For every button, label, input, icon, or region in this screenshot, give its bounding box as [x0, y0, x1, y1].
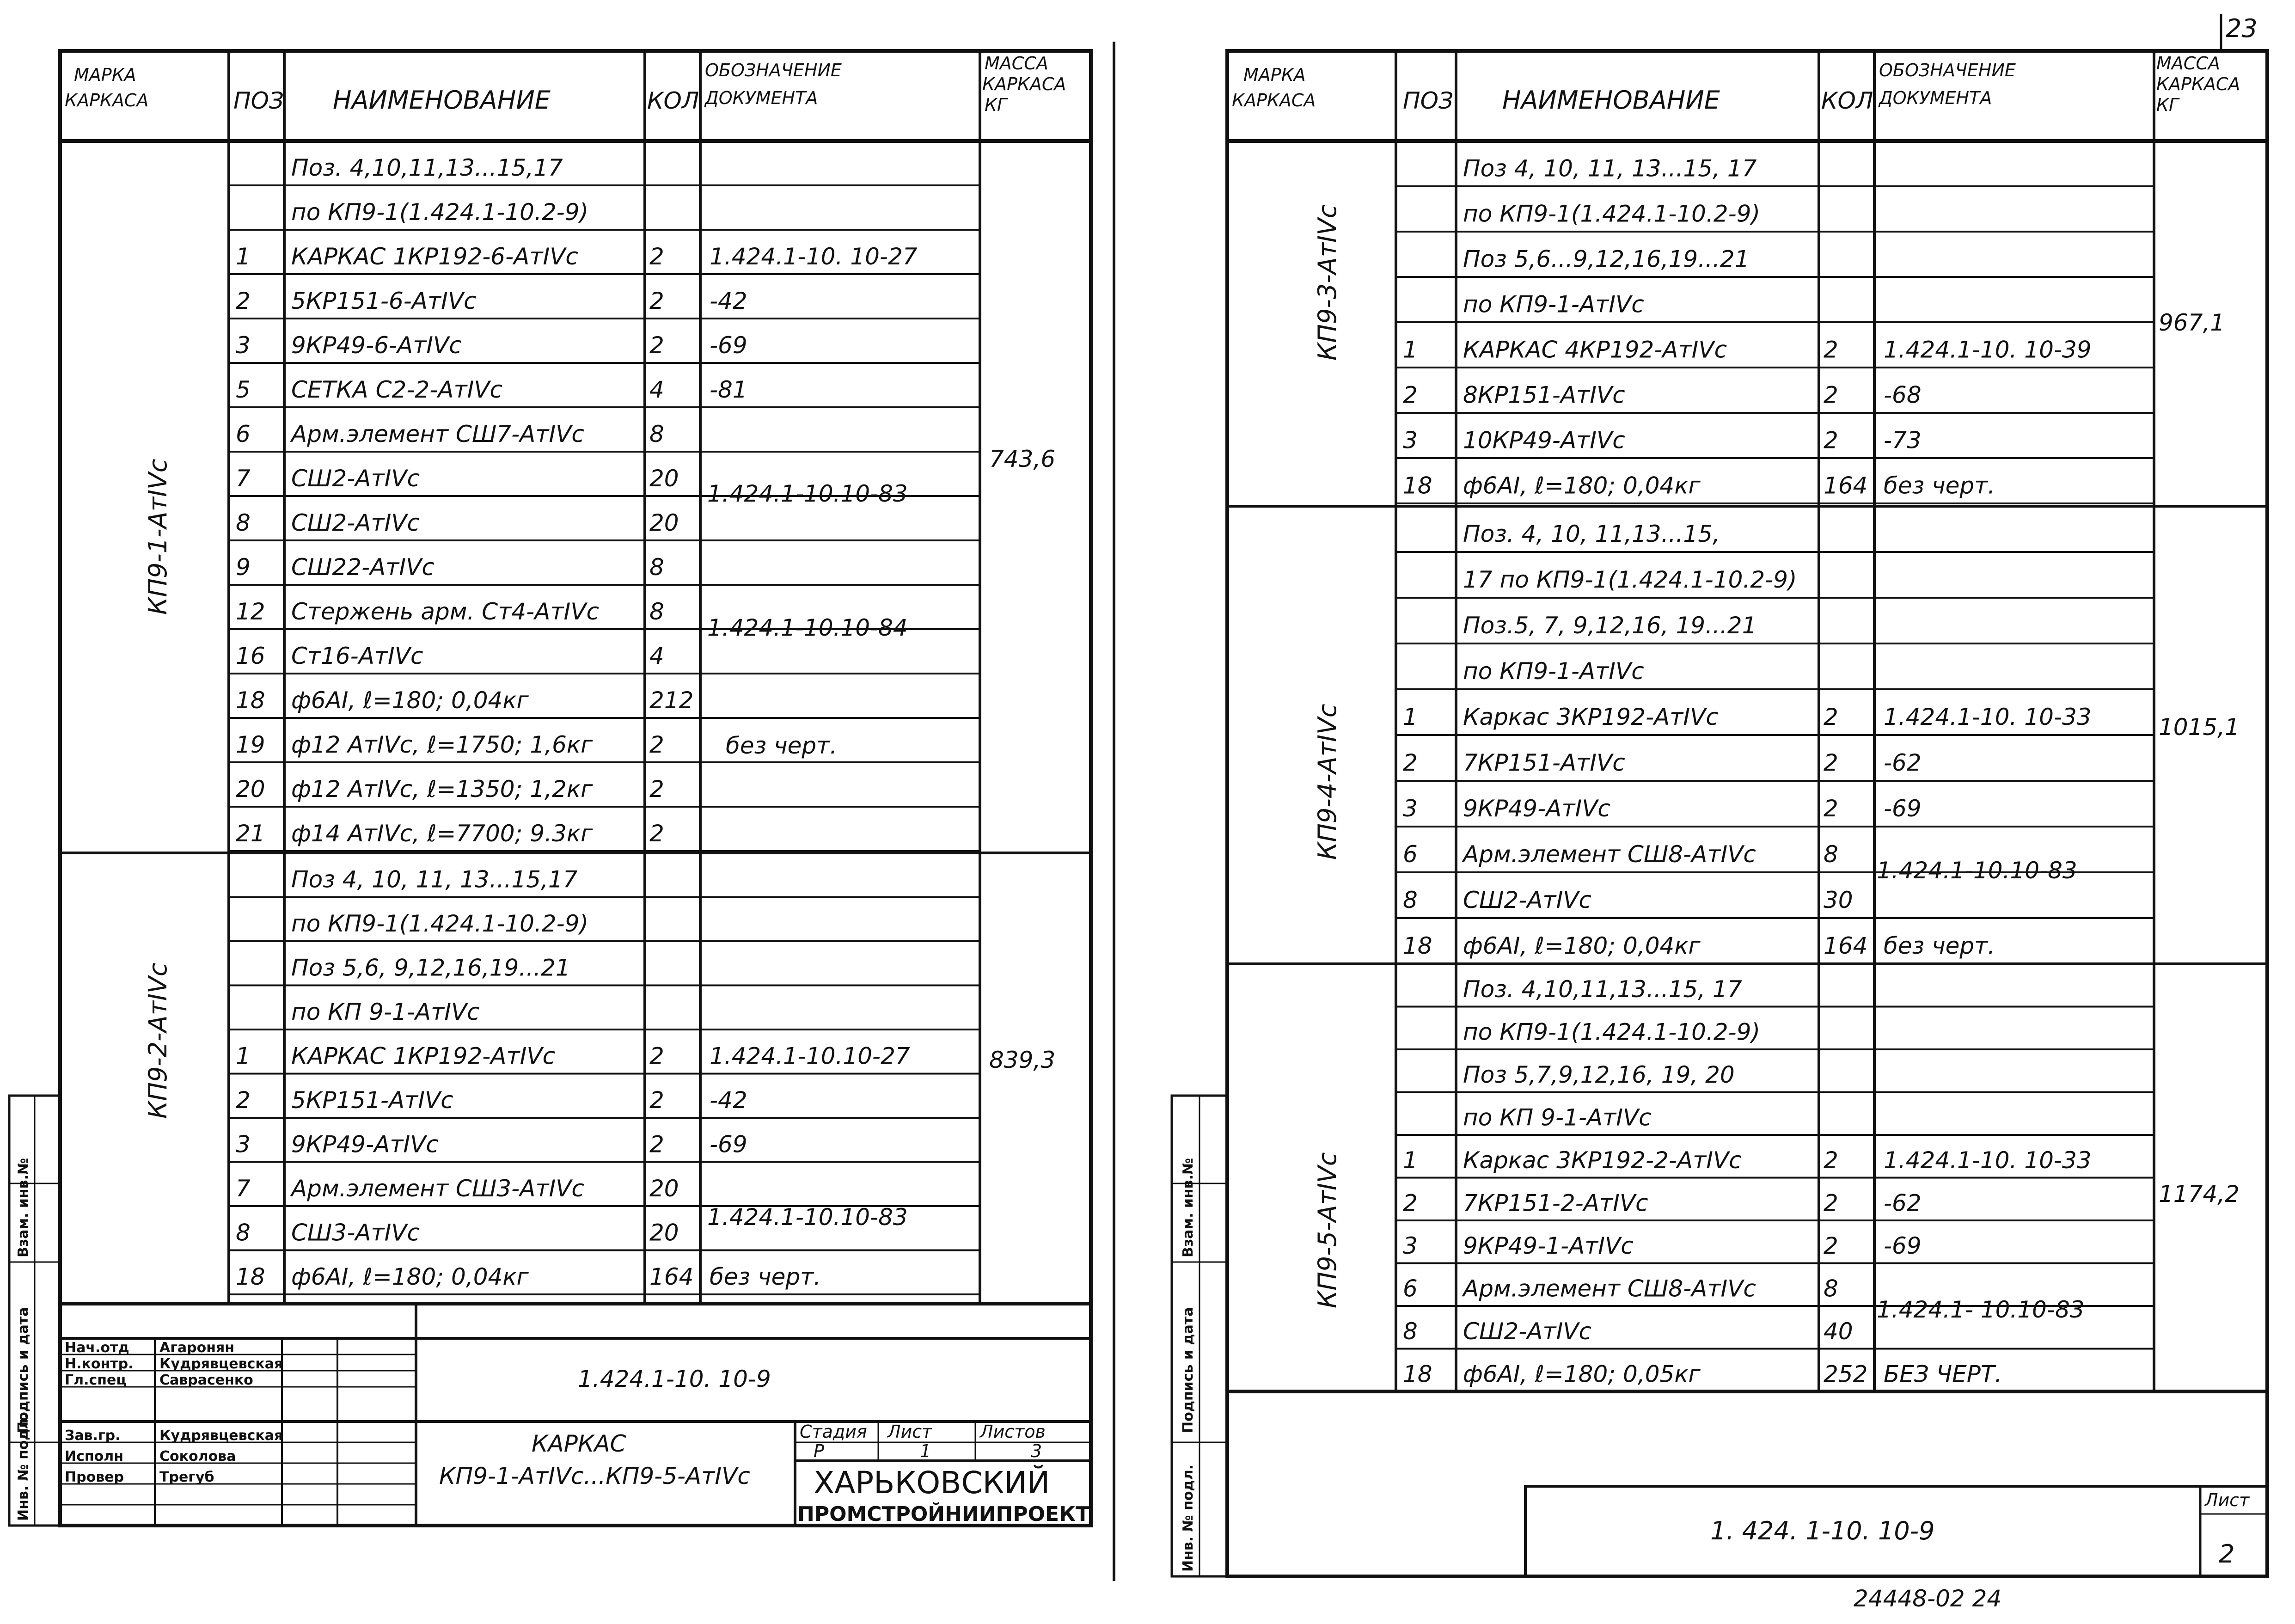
cell-doc: -42	[710, 1086, 747, 1114]
r-col-doc-header-2: ДОКУМЕНТА	[1879, 88, 1992, 108]
r-col-mass-header-2: КАРКАСА	[2156, 74, 2240, 94]
cell-name: 5КР151-AтIVc	[291, 1086, 453, 1114]
doc-merged: 1.424.1-10.10-84	[707, 614, 908, 641]
cell-pos: 12	[236, 598, 265, 625]
r-col-name-header: НАИМЕНОВАНИЕ	[1502, 86, 1720, 115]
cell-qty: 20	[649, 465, 679, 492]
r-col-pos-header: ПОЗ	[1403, 87, 1454, 114]
cell-pos: 18	[1403, 932, 1432, 960]
cell-pos: 2	[236, 287, 251, 314]
cell-doc: 1.424.1-10. 10-39	[1884, 336, 2092, 363]
cell-pos: 9	[236, 553, 251, 581]
r-stamp-sheet-header: Лист	[2205, 1490, 2250, 1510]
r-col-doc-header: ОБОЗНАЧЕНИЕ	[1879, 60, 2016, 80]
cell-pos: 8	[236, 509, 251, 536]
cell-pos: 2	[1403, 1189, 1418, 1217]
stamp-title-1: КАРКАС	[532, 1430, 626, 1457]
stamp-person: Агаронян	[159, 1340, 234, 1356]
stamp-role: Провер	[65, 1469, 124, 1485]
cell-pos: 6	[236, 420, 251, 447]
cell-name: Каркас 3КР192-2-AтIVc	[1463, 1147, 1742, 1174]
cell-name: КАРКАС 4КР192-AтIVc	[1463, 336, 1727, 363]
cell-name: ф12 AтIVc, ℓ=1750; 1,6кг	[291, 731, 593, 758]
col-mass-header: МАССА	[985, 53, 1048, 74]
cell-name: Поз.5, 7, 9,12,16, 19...21	[1463, 612, 1757, 639]
cell-qty: 20	[649, 1219, 679, 1246]
col-mass-header-2: КАРКАСА	[982, 74, 1066, 94]
cell-name: ф12 AтIVc, ℓ=1350; 1,2кг	[291, 775, 593, 803]
cell-name: ф6AI, ℓ=180; 0,04кг	[291, 1263, 529, 1290]
cell-doc: БЕЗ ЧЕРТ.	[1884, 1360, 2002, 1388]
side-label-vzam: Взам. инв.№	[15, 1158, 31, 1257]
cell-doc: -42	[710, 287, 747, 314]
cell-pos: 18	[1403, 472, 1432, 499]
side-label-sign: Подпись и дата	[15, 1307, 31, 1433]
side-label-inv: Инв. № подл.	[15, 1413, 31, 1521]
cell-pos: 1	[236, 243, 251, 270]
cell-pos: 6	[1403, 841, 1418, 868]
cell-name: 7КР151-2-AтIVc	[1463, 1189, 1648, 1217]
r-col-qty-header: КОЛ	[1821, 87, 1873, 114]
cell-name: СШ2-AтIVc	[1463, 887, 1592, 914]
cell-doc: -69	[1884, 1232, 1922, 1260]
stamp-person: Саврасенко	[159, 1372, 253, 1388]
stamp-doc-number: 1.424.1-10. 10-9	[578, 1366, 771, 1392]
cell-doc: без черт.	[1884, 472, 1995, 499]
r-stamp-sheet: 2	[2219, 1539, 2235, 1569]
doc-merged: 1.424.1-10.10-83	[1877, 857, 2077, 884]
cell-doc: 1.424.1-10. 10-27	[710, 243, 918, 270]
cell-pos: 3	[1403, 1232, 1418, 1260]
stamp-role: Н.контр.	[65, 1356, 134, 1372]
cell-name: по КП9-1-AтIVc	[1463, 291, 1644, 318]
cell-name: СШ2-AтIVc	[291, 509, 420, 536]
cell-name: КАРКАС 1КР192-6-AтIVc	[291, 243, 578, 270]
r-col-mark-header-2: КАРКАСА	[1232, 90, 1316, 110]
cell-qty: 30	[1824, 887, 1853, 914]
cell-qty: 2	[649, 731, 664, 758]
cell-name: СЕТКА С2-2-AтIVc	[291, 376, 503, 403]
cell-name: ф6AI, ℓ=180; 0,05кг	[1463, 1360, 1701, 1388]
cell-qty: 2	[649, 243, 664, 270]
stamp-role: Зав.гр.	[65, 1428, 121, 1444]
cell-qty: 164	[649, 1263, 694, 1290]
cell-name: 5КР151-6-AтIVc	[291, 287, 477, 314]
mark-kp9-1: КП9-1-AтIVc	[143, 459, 172, 615]
cell-name: Поз. 4, 10, 11,13...15,	[1463, 521, 1720, 548]
r-side-label-sign: Подпись и дата	[1180, 1307, 1196, 1433]
cell-pos: 8	[1403, 1318, 1418, 1345]
cell-pos: 7	[236, 465, 251, 492]
stamp-role: Гл.спец	[65, 1372, 127, 1388]
cell-pos: 3	[236, 1131, 251, 1158]
cell-doc: -81	[710, 376, 747, 403]
doc-merged: 1.424.1- 10.10-83	[1877, 1296, 2085, 1323]
stamp-role: Нач.отд	[65, 1340, 129, 1356]
cell-name: Каркас 3КР192-AтIVc	[1463, 704, 1719, 731]
cell-pos: 2	[1403, 381, 1418, 409]
cell-name: Поз. 4,10,11,13...15,17	[291, 154, 563, 181]
cell-qty: 20	[649, 509, 679, 536]
cell-doc: -68	[1884, 381, 1922, 409]
cell-qty: 2	[1824, 1147, 1838, 1174]
r-side-label-inv: Инв. № подл.	[1180, 1464, 1196, 1572]
cell-pos: 6	[1403, 1275, 1418, 1302]
cell-doc: -69	[710, 1131, 747, 1158]
mass-kp9-3: 967,1	[2159, 309, 2225, 336]
cell-name: Арм.элемент СШ3-AтIVc	[291, 1175, 584, 1202]
cell-qty: 2	[1824, 381, 1838, 409]
stamp-person: Кудрявцевская	[159, 1356, 283, 1372]
cell-qty: 2	[1824, 795, 1838, 822]
cell-qty: 2	[1824, 1232, 1838, 1260]
cell-name: Поз 4, 10, 11, 13...15,17	[291, 866, 578, 893]
cell-qty: 164	[1824, 472, 1868, 499]
cell-doc: 1.424.1-10.10-27	[710, 1042, 910, 1070]
cell-doc: -62	[1884, 749, 1922, 777]
cell-qty: 8	[649, 553, 664, 581]
stamp-sheets: 3	[1031, 1441, 1042, 1461]
cell-name: 9КР49-1-AтIVc	[1463, 1232, 1634, 1260]
cell-name: Поз 5,6...9,12,16,19...21	[1463, 245, 1750, 273]
cell-name: СШ3-AтIVc	[291, 1219, 420, 1246]
cell-name: КАРКАС 1КР192-AтIVc	[291, 1042, 556, 1070]
cell-name: Арм.элемент СШ7-AтIVc	[291, 420, 584, 447]
doc-merged: без черт.	[726, 732, 838, 759]
col-mark-header: МАРКА	[74, 65, 136, 85]
cell-qty: 2	[649, 1042, 664, 1070]
page-number: 23	[2226, 14, 2258, 43]
cell-name: 9КР49-AтIVc	[291, 1131, 439, 1158]
mass-kp9-5: 1174,2	[2159, 1181, 2240, 1207]
footer-number: 24448-02 24	[1854, 1585, 2002, 1612]
mass-kp9-2: 839,3	[989, 1047, 1056, 1073]
cell-pos: 1	[236, 1042, 251, 1070]
cell-pos: 3	[1403, 427, 1418, 454]
col-pos-header: ПОЗ	[233, 87, 284, 114]
cell-pos: 2	[236, 1086, 251, 1114]
cell-qty: 8	[649, 420, 664, 447]
cell-name: по КП9-1(1.424.1-10.2-9)	[1463, 200, 1761, 227]
cell-doc: 1.424.1-10. 10-33	[1884, 704, 2092, 731]
cell-name: по КП9-1(1.424.1-10.2-9)	[1463, 1018, 1761, 1046]
cell-name: СШ22-AтIVc	[291, 553, 435, 581]
cell-name: ф14 AтIVc, ℓ=7700; 9.3кг	[291, 820, 593, 847]
cell-doc: без черт.	[710, 1263, 821, 1290]
cell-pos: 1	[1403, 704, 1418, 731]
cell-pos: 7	[236, 1175, 251, 1202]
r-col-mass-header-3: КГ	[2156, 95, 2179, 115]
cell-qty: 40	[1824, 1318, 1853, 1345]
cell-name: ф6AI, ℓ=180; 0,04кг	[291, 686, 529, 714]
col-doc-header-2: ДОКУМЕНТА	[705, 88, 818, 108]
cell-pos: 20	[236, 775, 265, 803]
mark-kp9-4: КП9-4-AтIVc	[1313, 704, 1342, 860]
cell-qty: 2	[649, 775, 664, 803]
col-qty-header: КОЛ	[647, 87, 699, 114]
cell-doc: без черт.	[1884, 932, 1995, 960]
cell-pos: 8	[236, 1219, 251, 1246]
cell-qty: 2	[1824, 427, 1838, 454]
stamp-person: Соколова	[159, 1448, 236, 1465]
cell-name: СШ2-AтIVc	[291, 465, 420, 492]
cell-name: ф6AI, ℓ=180; 0,04кг	[1463, 472, 1701, 499]
cell-name: 10КР49-AтIVc	[1463, 427, 1625, 454]
cell-doc: -73	[1884, 427, 1922, 454]
cell-qty: 2	[649, 1086, 664, 1114]
cell-pos: 2	[1403, 749, 1418, 777]
cell-qty: 2	[1824, 1189, 1838, 1217]
cell-qty: 4	[649, 376, 664, 403]
stamp-org-1: ХАРЬКОВСКИЙ	[814, 1465, 1050, 1501]
mass-kp9-4: 1015,1	[2159, 714, 2240, 741]
cell-name: 8КР151-AтIVc	[1463, 381, 1625, 409]
stamp-stage-header: Стадия	[800, 1422, 867, 1442]
cell-name: по КП9-1(1.424.1-10.2-9)	[291, 198, 589, 226]
cell-qty: 8	[649, 598, 664, 625]
cell-qty: 2	[649, 331, 664, 359]
cell-qty: 2	[1824, 704, 1838, 731]
doc-merged: 1.424.1-10.10-83	[707, 1204, 908, 1231]
cell-pos: 18	[1403, 1360, 1432, 1388]
cell-pos: 18	[236, 686, 265, 714]
cell-doc: -69	[710, 331, 747, 359]
cell-pos: 1	[1403, 1147, 1418, 1174]
cell-qty: 4	[649, 642, 664, 669]
mark-kp9-2: КП9-2-AтIVc	[143, 962, 172, 1119]
cell-pos: 5	[236, 376, 251, 403]
cell-name: Ст16-AтIVc	[291, 642, 423, 669]
cell-qty: 164	[1824, 932, 1868, 960]
r-col-mark-header: МАРКА	[1243, 65, 1306, 85]
left-header	[65, 53, 1066, 115]
cell-qty: 2	[649, 287, 664, 314]
stamp-org-2: ПРОМСТРОЙНИИПРОЕКТ	[797, 1502, 1090, 1526]
stamp-role: Исполн	[65, 1448, 123, 1465]
stamp-title-2: КП9-1-AтIVc...КП9-5-AтIVc	[439, 1463, 750, 1489]
r-stamp-doc-number: 1. 424. 1-10. 10-9	[1710, 1516, 1935, 1545]
cell-name: 7КР151-AтIVc	[1463, 749, 1625, 777]
cell-name: Поз 5,6, 9,12,16,19...21	[291, 954, 570, 981]
cell-qty: 8	[1824, 1275, 1838, 1302]
col-name-header: НАИМЕНОВАНИЕ	[333, 86, 551, 115]
cell-name: 9КР49-6-AтIVc	[291, 331, 462, 359]
col-mark-header-2: КАРКАСА	[65, 90, 149, 110]
r-col-mass-header: МАССА	[2156, 53, 2220, 74]
cell-doc: 1.424.1-10. 10-33	[1884, 1147, 2092, 1174]
stamp-person: Трегуб	[159, 1469, 214, 1485]
stamp-person: Кудрявцевская	[159, 1428, 283, 1444]
cell-pos: 1	[1403, 336, 1418, 363]
right-header	[1232, 14, 2258, 115]
cell-qty: 20	[649, 1175, 679, 1202]
cell-qty: 8	[1824, 841, 1838, 868]
cell-qty: 2	[649, 1131, 664, 1158]
cell-name: Арм.элемент СШ8-AтIVc	[1463, 841, 1756, 868]
cell-pos: 18	[236, 1263, 265, 1290]
mark-kp9-3: КП9-3-AтIVc	[1313, 204, 1342, 361]
cell-qty: 2	[1824, 749, 1838, 777]
cell-name: по КП9-1-AтIVc	[1463, 658, 1644, 685]
cell-name: ф6AI, ℓ=180; 0,04кг	[1463, 932, 1701, 960]
cell-name: Поз 4, 10, 11, 13...15, 17	[1463, 155, 1757, 182]
r-side-label-vzam: Взам. инв.№	[1180, 1158, 1196, 1257]
stamp-stage: Р	[814, 1441, 824, 1461]
cell-pos: 8	[1403, 887, 1418, 914]
cell-qty: 252	[1824, 1360, 1868, 1388]
cell-name: 9КР49-AтIVc	[1463, 795, 1610, 822]
cell-doc: -69	[1884, 795, 1922, 822]
cell-name: 17 по КП9-1(1.424.1-10.2-9)	[1463, 566, 1797, 594]
cell-pos: 16	[236, 642, 265, 669]
cell-name: Арм.элемент СШ8-AтIVc	[1463, 1275, 1756, 1302]
stamp-sheet: 1	[920, 1441, 931, 1461]
cell-pos: 19	[236, 731, 265, 758]
cell-name: по КП 9-1-AтIVc	[1463, 1104, 1652, 1131]
cell-name: по КП 9-1-AтIVc	[291, 998, 480, 1025]
cell-doc: -62	[1884, 1189, 1922, 1217]
cell-name: по КП9-1(1.424.1-10.2-9)	[291, 910, 589, 937]
cell-qty: 2	[649, 820, 664, 847]
doc-merged: 1.424.1-10.10-83	[707, 480, 908, 507]
cell-name: СШ2-AтIVc	[1463, 1318, 1592, 1345]
stamp-sheets-header: Листов	[980, 1422, 1046, 1442]
stamp-sheet-header: Лист	[887, 1422, 932, 1442]
cell-name: Поз 5,7,9,12,16, 19, 20	[1463, 1061, 1735, 1089]
cell-name: Стержень арм. Ст4-AтIVc	[291, 598, 599, 625]
cell-qty: 212	[649, 686, 694, 714]
mark-kp9-5: КП9-5-AтIVc	[1313, 1152, 1342, 1308]
cell-pos: 21	[236, 820, 265, 847]
cell-name: Поз. 4,10,11,13...15, 17	[1463, 976, 1742, 1003]
cell-pos: 3	[1403, 795, 1418, 822]
mass-kp9-1: 743,6	[989, 446, 1056, 472]
cell-pos: 3	[236, 331, 251, 359]
col-mass-header-3: КГ	[985, 95, 1007, 115]
cell-qty: 2	[1824, 336, 1838, 363]
col-doc-header: ОБОЗНАЧЕНИЕ	[705, 60, 842, 80]
